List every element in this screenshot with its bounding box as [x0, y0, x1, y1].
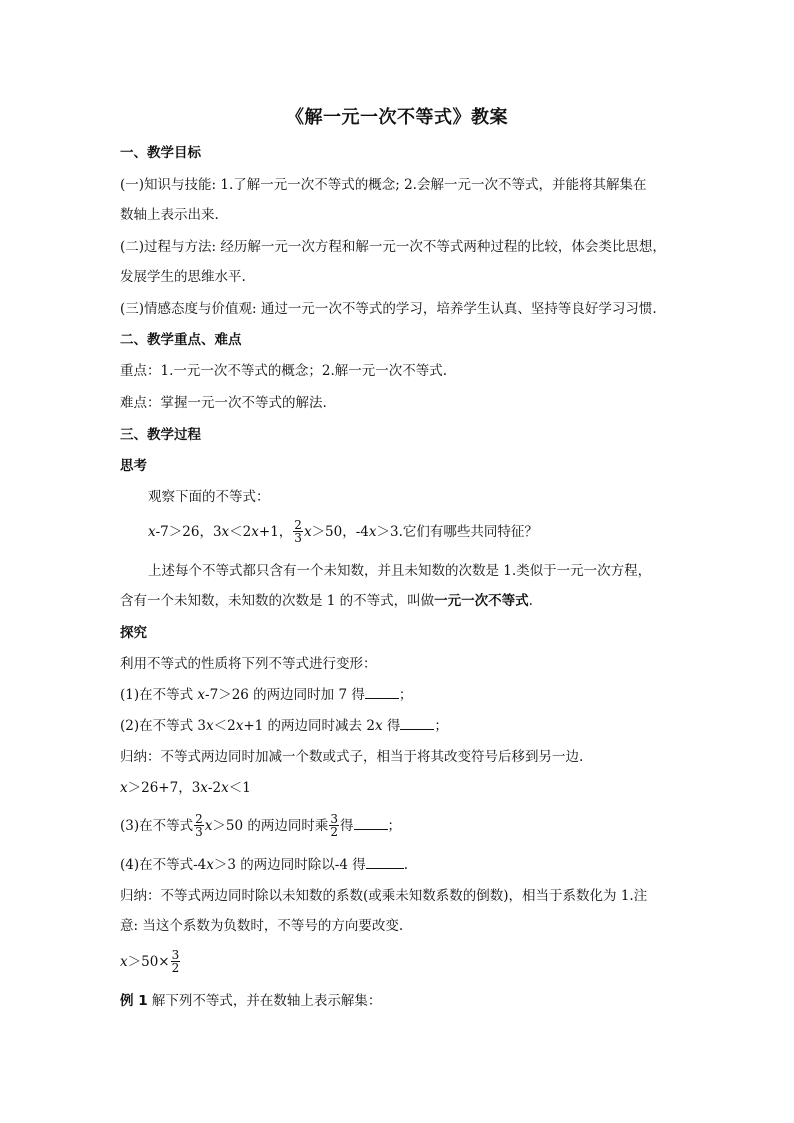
explore-heading: 探究	[120, 625, 147, 641]
objective-process-line2: 发展学生的思维水平.	[120, 269, 246, 285]
objective-knowledge-line2: 数轴上表示出来.	[120, 207, 219, 223]
answer-blank-4[interactable]	[366, 856, 404, 869]
think-heading: 思考	[120, 458, 147, 474]
fraction-three-halves: $\frac{3}{2}$	[171, 948, 180, 975]
definition-line1: 上述每个不等式都只含有一个未知数，并且未知数的次数是 1.类似于一元一次方程，	[148, 563, 652, 579]
summary-2-line1: 归纳：不等式两边同时除以未知数的系数(或乘未知数系数的倒数)，相当于系数化为 1.注	[120, 888, 648, 904]
answer-blank-1[interactable]	[365, 686, 399, 699]
fraction-two-thirds: $\frac{2}{3}$	[195, 812, 203, 839]
fraction-two-thirds: $\frac{2}{3}$	[294, 518, 302, 545]
objective-attitude: (三)情感态度与价值观: 通过一元一次不等式的学习，培养学生认真、坚持等良好学习习惯.	[120, 301, 657, 317]
question-3: (3)在不等式 $\frac{2}{3}$ x＞50 的两边同时乘 $\frac{3}{2}$ 得 ；	[120, 812, 402, 839]
example-1: 例 1 解下列不等式，并在数轴上表示解集：	[120, 993, 382, 1009]
document-title: 《解一元一次不等式》教案	[286, 107, 508, 128]
objective-process-line1: (二)过程与方法: 经历解一元一次方程和解一元一次不等式两种过程的比较，体会类比思想，	[120, 239, 666, 255]
example-label: 例 1	[120, 993, 148, 1009]
difficult-point: 难点：掌握一元一次不等式的解法.	[120, 395, 327, 411]
section-heading-objectives: 一、教学目标	[120, 145, 201, 161]
answer-blank-3[interactable]	[354, 817, 388, 830]
summary-1: 归纳：不等式两边同时加减一个数或式子，相当于将其改变符号后移到另一边.	[120, 749, 584, 765]
observe-prompt: 观察下面的不等式：	[148, 489, 270, 505]
objective-knowledge-line1: (一)知识与技能: 1.了解一元一次不等式的概念; 2.会解一元一次不等式，并能将其解集在	[120, 177, 647, 193]
summary-2-line2: 意: 当这个系数为负数时，不等号的方向要改变.	[120, 918, 404, 934]
explore-instruction: 利用不等式的性质将下列不等式进行变形：	[120, 656, 377, 672]
result-1: x＞26+7，3x-2x＜1	[120, 780, 251, 796]
section-heading-key-points: 二、教学重点、难点	[120, 332, 242, 348]
section-heading-process: 三、教学过程	[120, 427, 201, 443]
answer-blank-2[interactable]	[400, 717, 434, 730]
definition-line2: 含有一个未知数，未知数的次数是 1 的不等式，叫做一元一次不等式.	[120, 593, 533, 609]
question-2: (2)在不等式 3x＜2x+1 的两边同时减去 2x 得 ；	[120, 718, 448, 734]
inequalities-line: x-7＞26，3x＜2x+1， $\frac{2}{3}$ x＞50，-4x＞3.它们有哪些共同特征？	[148, 518, 538, 545]
result-2: x＞50× $\frac{3}{2}$	[120, 948, 180, 975]
question-1: (1)在不等式 x-7＞26 的两边同时加 7 得 ；	[120, 687, 413, 703]
question-4: (4)在不等式-4x＞3 的两边同时除以-4 得 .	[120, 857, 409, 873]
fraction-three-halves: $\frac{3}{2}$	[330, 812, 339, 839]
defined-term: 一元一次不等式	[434, 593, 529, 609]
key-point: 重点：1.一元一次不等式的概念；2.解一元一次不等式.	[120, 363, 448, 379]
